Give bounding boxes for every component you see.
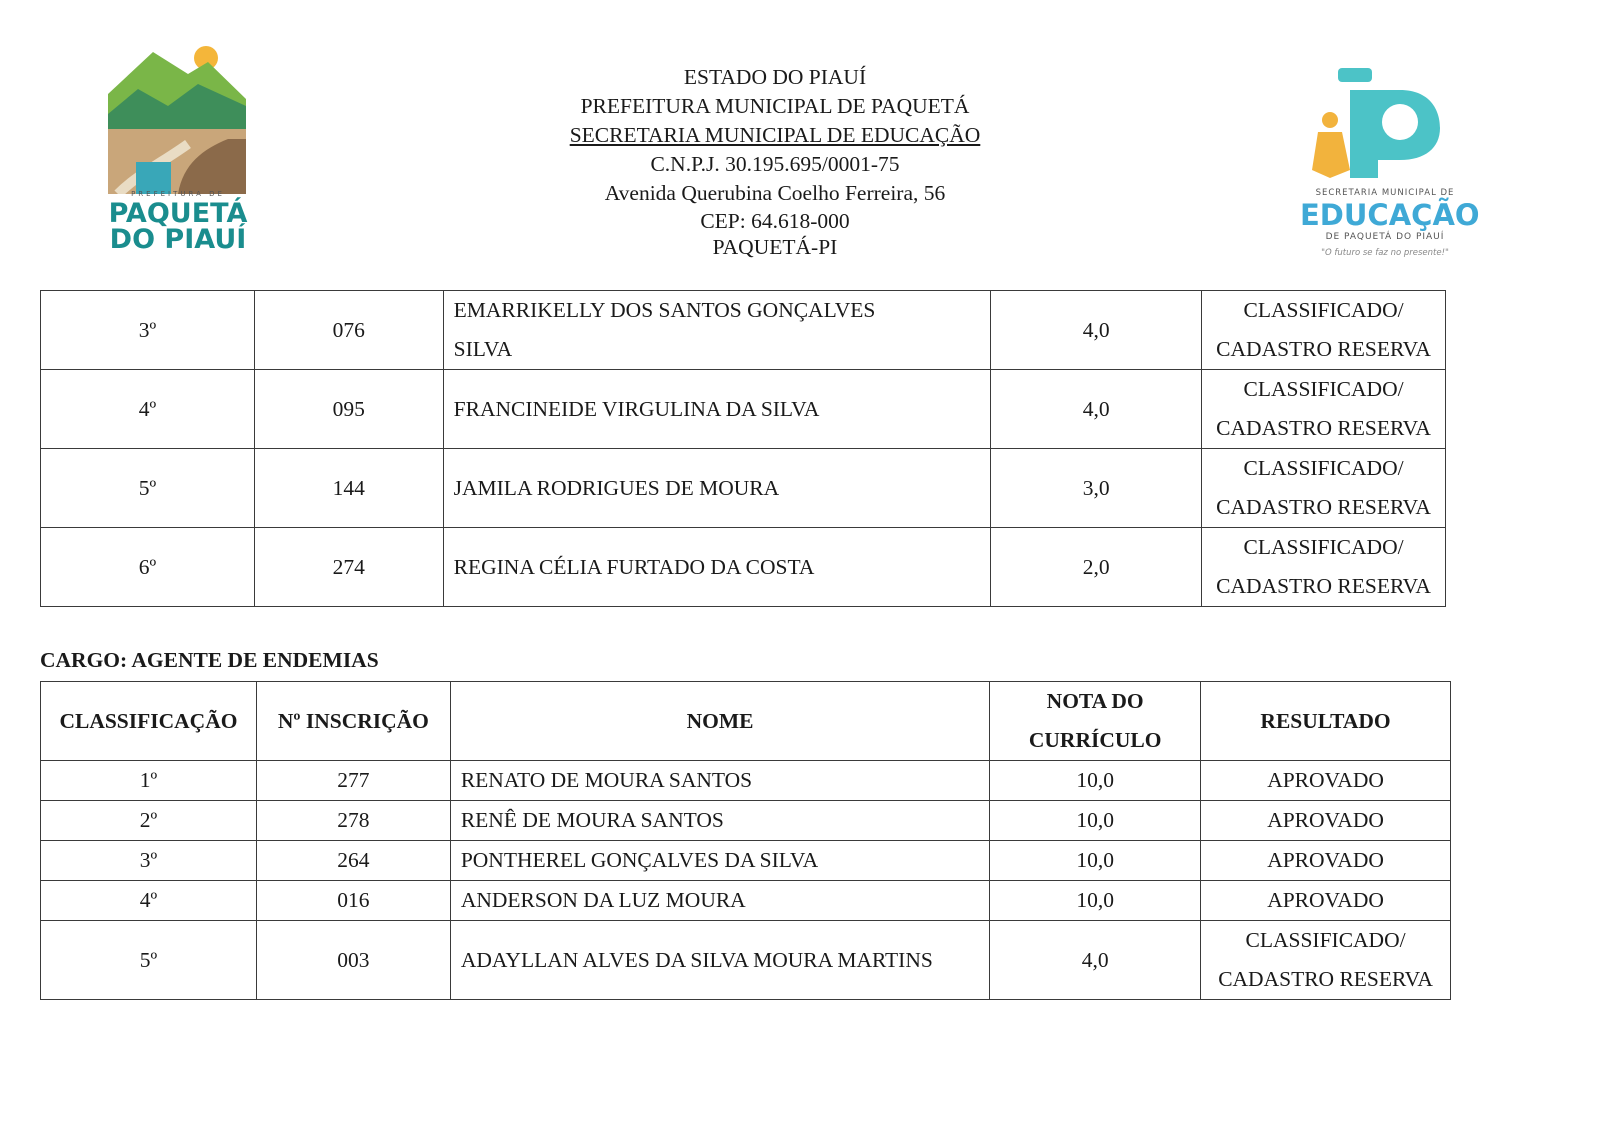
- inscricao-cell: 095: [254, 370, 443, 449]
- inscricao-cell: 003: [256, 921, 450, 1000]
- nota-cell: 10,0: [990, 801, 1201, 841]
- paqueta-landscape-icon: [108, 44, 248, 194]
- resultado-cell: [1202, 370, 1446, 449]
- results-table-previous: [40, 290, 1446, 607]
- inscricao-cell: 016: [256, 881, 450, 921]
- resultado-cell-line: CADASTRO RESERVA: [1218, 967, 1433, 991]
- nome-cell: [443, 449, 991, 528]
- nota-cell: 10,0: [990, 881, 1201, 921]
- resultado-cell: [1202, 291, 1446, 370]
- header-state: ESTADO DO PIAUÍ: [683, 65, 867, 89]
- resultado-cell-line: CADASTRO RESERVA: [1216, 416, 1431, 440]
- nota-cell: 4,0: [990, 921, 1201, 1000]
- resultado-cell: [1201, 841, 1451, 881]
- nome-cell-line: EMARRIKELLY DOS SANTOS GONÇALVES: [453, 298, 876, 322]
- resultado-cell: [1202, 449, 1446, 528]
- header-nota-line2: CURRÍCULO: [1028, 728, 1162, 752]
- resultado-cell-line: CLASSIFICADO/: [1245, 928, 1406, 952]
- classificacao-cell: 4º: [41, 881, 257, 921]
- nome-cell-line: SILVA: [453, 337, 513, 361]
- nome-cell-line: REGINA CÉLIA FURTADO DA COSTA: [453, 554, 815, 579]
- education-logo-sub: DE PAQUETÁ DO PIAUÍ: [1325, 232, 1445, 242]
- resultado-cell-line: CLASSIFICADO/: [1243, 456, 1404, 480]
- table-header-row: [41, 682, 1451, 761]
- classificacao-cell: 4º: [41, 370, 255, 449]
- paqueta-logo: [108, 44, 248, 264]
- nome-cell: RENATO DE MOURA SANTOS: [450, 761, 989, 801]
- nome-cell: RENÊ DE MOURA SANTOS: [450, 801, 989, 841]
- resultado-cell: [1201, 801, 1451, 841]
- header-secretariat: SECRETARIA MUNICIPAL DE EDUCAÇÃO: [569, 123, 981, 147]
- table-row: [41, 801, 1451, 841]
- education-logo-top-text: SECRETARIA MUNICIPAL DE: [1315, 188, 1455, 198]
- resultado-cell-line: CADASTRO RESERVA: [1216, 337, 1431, 361]
- table-row: [41, 291, 1446, 370]
- nota-cell: 2,0: [991, 528, 1202, 607]
- resultado-cell: [1201, 921, 1451, 1000]
- inscricao-cell: 144: [254, 449, 443, 528]
- header-cnpj: C.N.P.J. 30.195.695/0001-75: [650, 152, 900, 176]
- classificacao-cell: 5º: [41, 449, 255, 528]
- nome-cell: [443, 291, 991, 370]
- nome-cell-line: JAMILA RODRIGUES DE MOURA: [453, 475, 780, 500]
- classificacao-cell: 5º: [41, 921, 257, 1000]
- header-nome: NOME: [450, 682, 989, 761]
- inscricao-cell: 264: [256, 841, 450, 881]
- paqueta-logo-top-text: PREFEITURA DE: [131, 190, 225, 198]
- paqueta-logo-line2: DO PIAUÍ: [109, 224, 247, 255]
- nome-cell: ANDERSON DA LUZ MOURA: [450, 881, 989, 921]
- classificacao-cell: 2º: [41, 801, 257, 841]
- inscricao-cell: 278: [256, 801, 450, 841]
- header-classificacao: CLASSIFICAÇÃO: [41, 682, 257, 761]
- resultado-cell-line: CLASSIFICADO/: [1243, 298, 1404, 322]
- nota-cell: 4,0: [991, 291, 1202, 370]
- nome-cell: PONTHEREL GONÇALVES DA SILVA: [450, 841, 989, 881]
- results-table-agente-endemias: [40, 681, 1451, 1000]
- resultado-cell-line: APROVADO: [1267, 888, 1384, 912]
- resultado-cell-line: APROVADO: [1267, 808, 1384, 832]
- document-header: [475, 63, 1075, 260]
- nome-cell: ADAYLLAN ALVES DA SILVA MOURA MARTINS: [450, 921, 989, 1000]
- nota-cell: 10,0: [990, 841, 1201, 881]
- inscricao-cell: 076: [254, 291, 443, 370]
- resultado-cell-line: CADASTRO RESERVA: [1216, 574, 1431, 598]
- nota-cell: 10,0: [990, 761, 1201, 801]
- education-logo: [1300, 60, 1480, 270]
- table-row: [41, 449, 1446, 528]
- header-resultado: RESULTADO: [1201, 682, 1451, 761]
- paqueta-logo-line1: PAQUETÁ: [108, 198, 248, 229]
- resultado-cell-line: CLASSIFICADO/: [1243, 377, 1404, 401]
- table-row: [41, 881, 1451, 921]
- table-row: [41, 528, 1446, 607]
- nome-cell-line: FRANCINEIDE VIRGULINA DA SILVA: [453, 396, 820, 421]
- resultado-cell: [1202, 528, 1446, 607]
- table-row: [41, 921, 1451, 1000]
- header-nota-line1: NOTA DO: [1046, 689, 1144, 713]
- header-address: Avenida Querubina Coelho Ferreira, 56: [604, 181, 946, 205]
- nota-cell: 3,0: [991, 449, 1202, 528]
- table-row: [41, 370, 1446, 449]
- classificacao-cell: 1º: [41, 761, 257, 801]
- header-cep: CEP: 64.618-000: [700, 209, 850, 233]
- header-inscricao: Nº INSCRIÇÃO: [256, 682, 450, 761]
- nota-cell: 4,0: [991, 370, 1202, 449]
- header-city: PAQUETÁ-PI: [712, 235, 838, 259]
- education-logo-slogan: "O futuro se faz no presente!": [1321, 248, 1449, 258]
- resultado-cell: [1201, 881, 1451, 921]
- education-logo-main: EDUCAÇÃO: [1300, 198, 1480, 232]
- resultado-cell: [1201, 761, 1451, 801]
- resultado-cell-line: APROVADO: [1267, 768, 1384, 792]
- resultado-cell-line: APROVADO: [1267, 848, 1384, 872]
- resultado-cell-line: CLASSIFICADO/: [1243, 535, 1404, 559]
- classificacao-cell: 6º: [41, 528, 255, 607]
- header-prefecture: PREFEITURA MUNICIPAL DE PAQUETÁ: [580, 94, 970, 118]
- header-nota: [990, 682, 1201, 761]
- nome-cell: [443, 370, 991, 449]
- table-row: [41, 761, 1451, 801]
- classificacao-cell: 3º: [41, 841, 257, 881]
- education-p-icon: [1300, 60, 1470, 185]
- section-title-agente-endemias: CARGO: AGENTE DE ENDEMIAS: [40, 648, 379, 672]
- table-row: [41, 841, 1451, 881]
- inscricao-cell: 274: [254, 528, 443, 607]
- resultado-cell-line: CADASTRO RESERVA: [1216, 495, 1431, 519]
- nome-cell: [443, 528, 991, 607]
- classificacao-cell: 3º: [41, 291, 255, 370]
- inscricao-cell: 277: [256, 761, 450, 801]
